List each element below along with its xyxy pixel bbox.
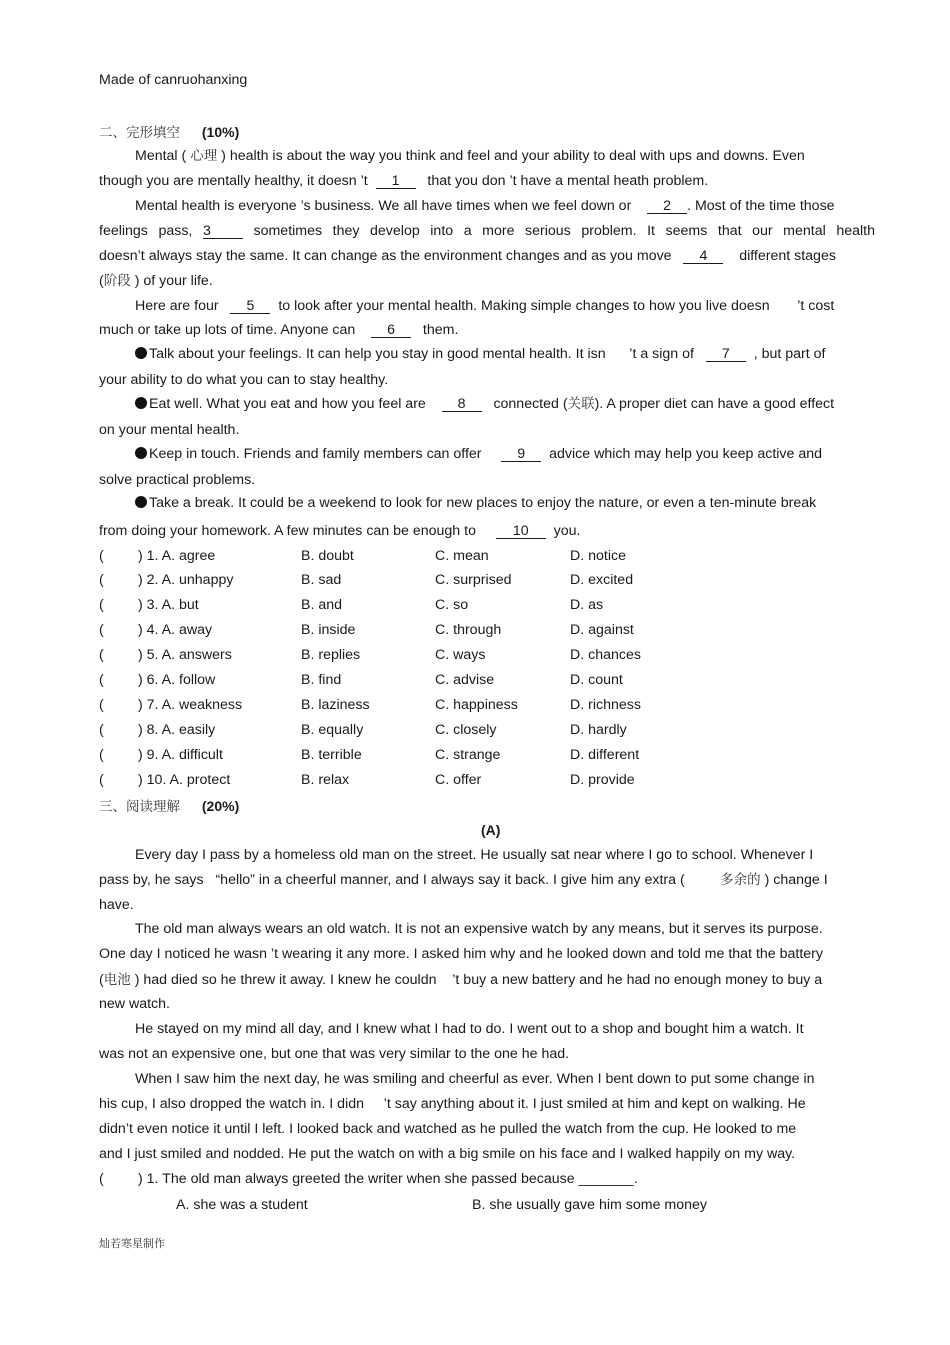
- cloze-bullet-line: Talk about your feelings. It can help you stay in good mental health. It isn ’t a sign of 7 , but part of: [135, 345, 825, 363]
- answer-paren[interactable]: (: [99, 622, 104, 638]
- answer-paren[interactable]: (: [99, 572, 104, 588]
- option-c: C. through: [435, 622, 502, 638]
- reading-line: new watch.: [99, 996, 170, 1012]
- option-a: ) 7. A. weakness: [138, 697, 243, 713]
- reading-line: The old man always wears an old watch. It is not an expensive watch by any means, but it serves its purpose.: [135, 921, 823, 937]
- option-b: B. relax: [301, 772, 350, 788]
- blank-6: 6: [371, 323, 411, 338]
- option-c: C. advise: [435, 672, 495, 688]
- option-b: B. equally: [301, 722, 364, 738]
- blank-10: 10: [496, 524, 546, 539]
- option-d: D. notice: [570, 548, 626, 564]
- answer-paren[interactable]: (: [99, 597, 104, 613]
- cloze-bullet-line: Keep in touch. Friends and family members can offer 9 advice which may help you keep active and: [135, 445, 822, 463]
- reading-option-b: B. she usually gave him some money: [472, 1197, 707, 1213]
- option-c: C. strange: [435, 747, 501, 763]
- section-title: 三、阅读理解: [99, 799, 180, 815]
- option-a: ) 2. A. unhappy: [138, 572, 234, 588]
- option-c: C. closely: [435, 722, 497, 738]
- blank-4: 4: [683, 249, 723, 264]
- cloze-line: your ability to do what you can to stay healthy.: [99, 372, 389, 388]
- section-title: 二、完形填空: [99, 125, 180, 141]
- option-c: C. surprised: [435, 572, 512, 588]
- answer-paren[interactable]: (: [99, 1171, 104, 1187]
- option-d: D. hardly: [570, 722, 627, 738]
- reading-question-1: ) 1. The old man always greeted the writer when she passed because _______.: [138, 1171, 638, 1187]
- option-a: ) 9. A. difficult: [138, 747, 223, 763]
- option-d: D. provide: [570, 772, 635, 788]
- cloze-bullet-line: Take a break. It could be a weekend to look for new places to enjoy the nature, or even a ten-minute break: [135, 494, 816, 512]
- cloze-line: from doing your homework. A few minutes can be enough to 10 you.: [99, 523, 581, 539]
- option-d: D. count: [570, 672, 623, 688]
- bullet-icon: [135, 447, 147, 459]
- answer-paren[interactable]: (: [99, 672, 104, 688]
- reading-line: didn’t even notice it until I left. I looked back and watched as he pulled the watch from the cup. He looked to me: [99, 1121, 797, 1137]
- blank-5: 5: [230, 299, 270, 314]
- answer-paren[interactable]: (: [99, 722, 104, 738]
- answer-paren[interactable]: (: [99, 747, 104, 763]
- reading-line: pass by, he says “hello” in a cheerful manner, and I always say it back. I give him any extra ( 多余的 ) change I: [99, 872, 828, 888]
- blank-1: 1: [376, 174, 416, 189]
- cloze-line: feelings pass, 3 sometimes they develop into a more serious problem. It seems that our mental health: [99, 223, 875, 239]
- reading-line: One day I noticed he wasn ’t wearing it any more. I asked him why and he looked down and told me that the battery: [99, 946, 823, 962]
- option-d: D. against: [570, 622, 634, 638]
- cloze-line: though you are mentally healthy, it doesn ’t 1 that you don ’t have a mental heath problem.: [99, 173, 709, 189]
- option-c: C. ways: [435, 647, 486, 663]
- answer-paren[interactable]: (: [99, 647, 104, 663]
- cloze-line: on your mental health.: [99, 422, 240, 438]
- option-b: B. sad: [301, 572, 342, 588]
- option-b: B. replies: [301, 647, 361, 663]
- option-a: ) 10. A. protect: [138, 772, 231, 788]
- reading-line: (电池 ) had died so he threw it away. I knew he couldn ’t buy a new battery and he had no enough money to buy a: [99, 972, 823, 988]
- bullet-icon: [135, 397, 147, 409]
- option-a: ) 5. A. answers: [138, 647, 232, 663]
- cloze-line: Here are four 5 to look after your mental health. Making simple changes to how you live doesn ’t cost: [135, 298, 835, 314]
- option-d: D. richness: [570, 697, 641, 713]
- cloze-bullet-line: Eat well. What you eat and how you feel are 8 connected (关联). A proper diet can have a good effect: [135, 395, 834, 413]
- option-a: ) 3. A. but: [138, 597, 199, 613]
- blank-9: 9: [501, 447, 541, 462]
- option-c: C. mean: [435, 548, 489, 564]
- footer-credit: 灿若寒星制作: [99, 1237, 165, 1250]
- option-a: ) 8. A. easily: [138, 722, 216, 738]
- option-b: B. laziness: [301, 697, 370, 713]
- option-a: ) 1. A. agree: [138, 548, 216, 564]
- cloze-line: much or take up lots of time. Anyone can 6 them.: [99, 322, 459, 338]
- option-c: C. happiness: [435, 697, 518, 713]
- blank-7: 7: [706, 347, 746, 362]
- option-d: D. different: [570, 747, 640, 763]
- reading-line: When I saw him the next day, he was smiling and cheerful as ever. When I bent down to put some change in: [135, 1071, 815, 1087]
- section-reading-heading: [99, 795, 239, 815]
- section-weight: (10%): [201, 124, 240, 140]
- reading-line: was not an expensive one, but one that was very similar to the one he had.: [99, 1046, 570, 1062]
- answer-paren[interactable]: (: [99, 772, 104, 788]
- reading-line: and I just smiled and nodded. He put the watch on with a big smile on his face and I walked happily on my way.: [99, 1146, 796, 1162]
- section-cloze-heading: [99, 121, 239, 141]
- option-b: B. find: [301, 672, 342, 688]
- option-b: B. terrible: [301, 747, 362, 763]
- reading-line: Every day I pass by a homeless old man on the street. He usually sat near where I go to school. Whenever I: [135, 847, 814, 863]
- cloze-line: Mental health is everyone ’s business. We all have times when we feel down or 2 . Most of the time those: [135, 198, 835, 214]
- blank-8: 8: [442, 397, 482, 412]
- reading-line: his cup, I also dropped the watch in. I didn ’t say anything about it. I just smiled at him and kept on walking. He: [99, 1096, 806, 1112]
- bullet-icon: [135, 496, 147, 508]
- answer-paren[interactable]: (: [99, 697, 104, 713]
- cloze-line: (阶段 ) of your life.: [99, 273, 213, 289]
- option-b: B. doubt: [301, 548, 354, 564]
- option-b: B. and: [301, 597, 343, 613]
- option-c: C. so: [435, 597, 469, 613]
- section-weight: (20%): [201, 798, 240, 814]
- option-d: D. as: [570, 597, 604, 613]
- option-a: ) 4. A. away: [138, 622, 213, 638]
- option-a: ) 6. A. follow: [138, 672, 216, 688]
- option-d: D. chances: [570, 647, 641, 663]
- document-header: Made of canruohanxing: [99, 72, 248, 88]
- option-d: D. excited: [570, 572, 634, 588]
- answer-paren[interactable]: (: [99, 548, 104, 564]
- option-b: B. inside: [301, 622, 356, 638]
- blank-2: 2: [647, 199, 687, 214]
- cloze-line: Mental ( 心理 ) health is about the way you think and feel and your ability to deal with ups and downs. Even: [135, 148, 805, 164]
- bullet-icon: [135, 347, 147, 359]
- reading-option-a: A. she was a student: [176, 1197, 308, 1213]
- reading-line: He stayed on my mind all day, and I knew what I had to do. I went out to a shop and bought him a watch. It: [135, 1021, 804, 1037]
- cloze-line: solve practical problems.: [99, 472, 256, 488]
- cloze-line: doesn’t always stay the same. It can change as the environment changes and as you move 4 different stages: [99, 248, 836, 264]
- reading-line: have.: [99, 897, 134, 913]
- option-c: C. offer: [435, 772, 482, 788]
- passage-label: (A): [481, 822, 501, 838]
- blank-3: 3: [203, 224, 243, 239]
